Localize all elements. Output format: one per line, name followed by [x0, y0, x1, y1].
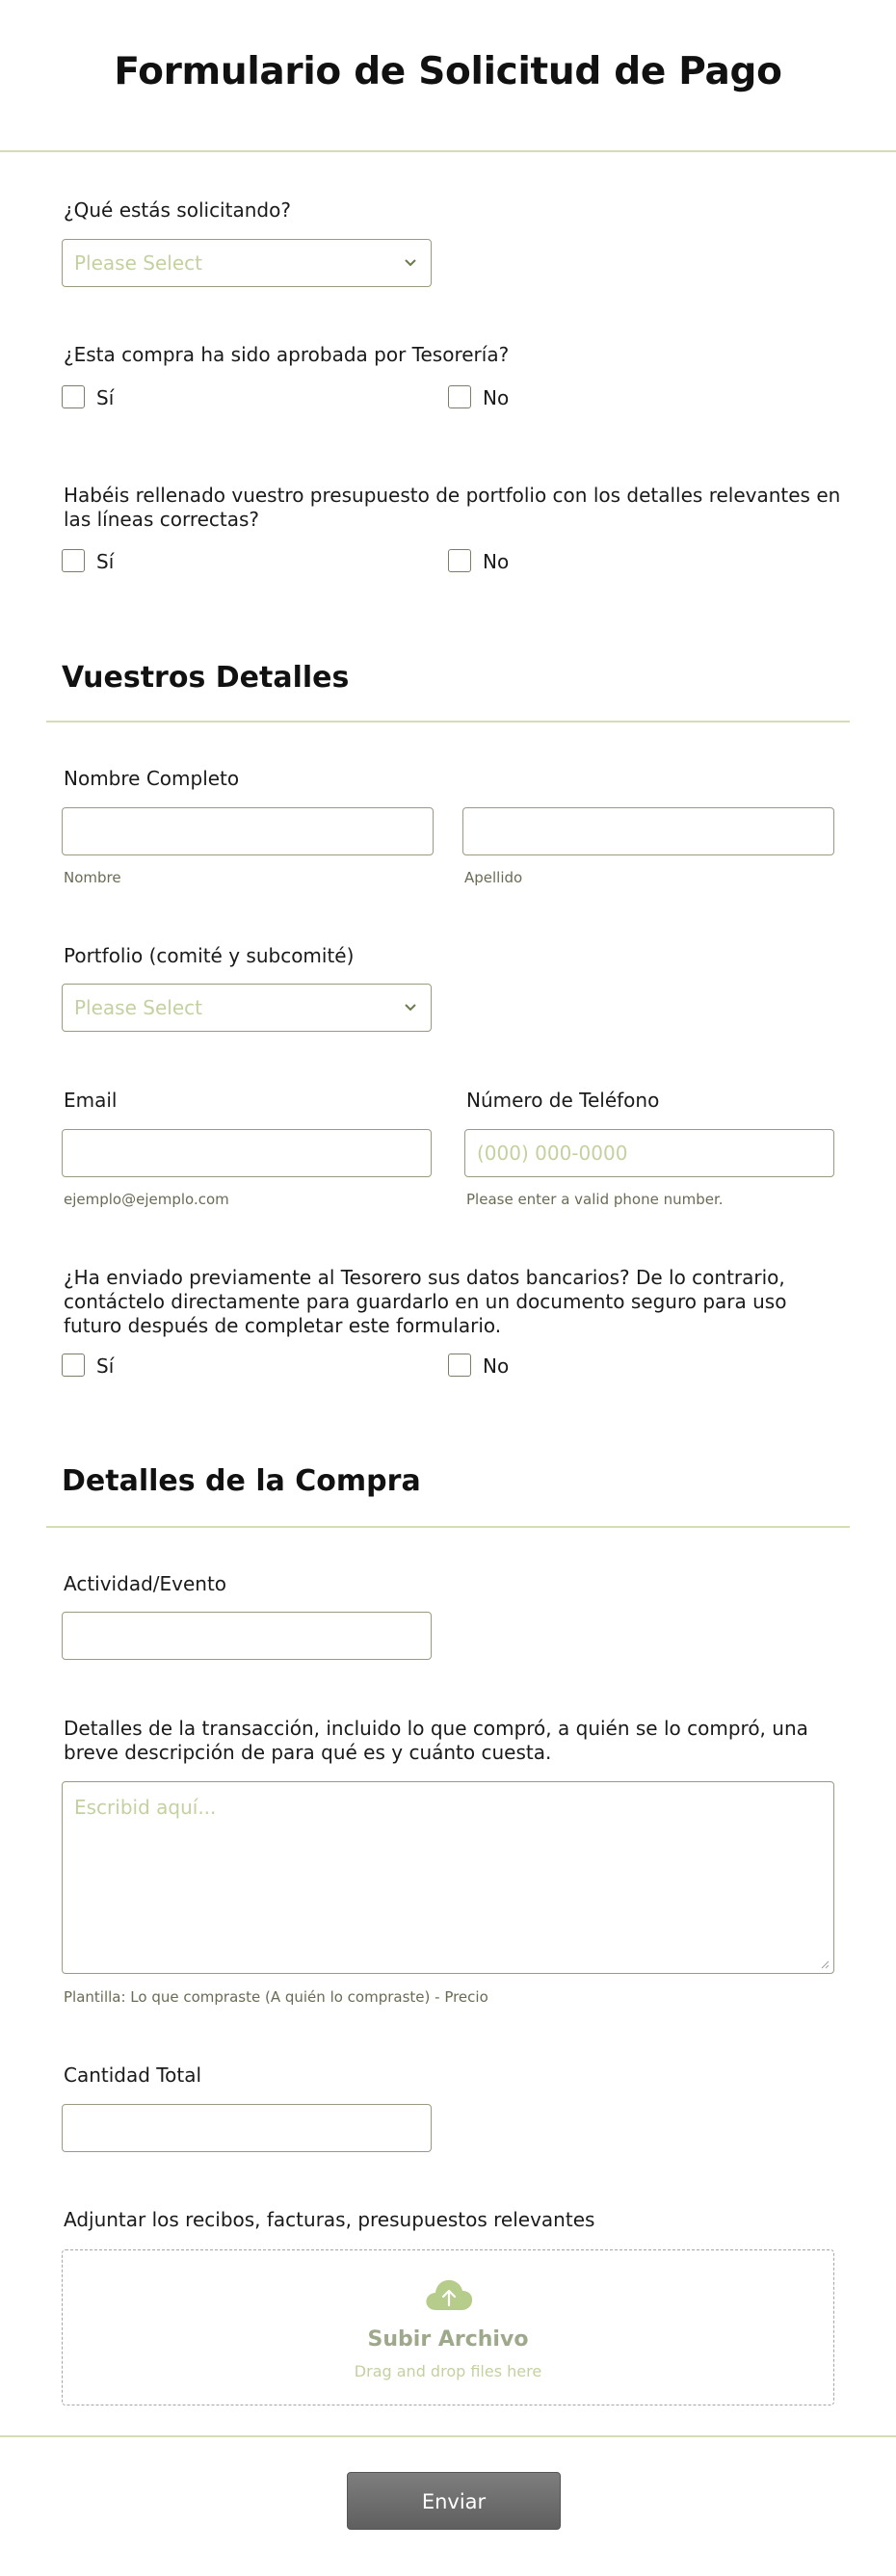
attachments-label: Adjuntar los recibos, facturas, presupuestos relevantes: [64, 2208, 595, 2231]
chevron-down-icon: [402, 998, 419, 1015]
footer-divider: [0, 2435, 896, 2437]
total-amount-input[interactable]: [62, 2104, 432, 2152]
last-name-input[interactable]: [462, 807, 834, 855]
bank-details-label: ¿Ha enviado previamente al Tesorero sus datos bancarios? De lo contrario, contáctelo directamente para guardarlo en un documento seguro para uso futuro después de completar este formulario.: [64, 1266, 787, 1337]
phone-sublabel: Please enter a valid phone number.: [466, 1191, 724, 1208]
bank-no-checkbox[interactable]: [448, 1354, 471, 1377]
transaction-details-placeholder: Escribid aquí...: [74, 1796, 217, 1819]
full-name-label: Nombre Completo: [64, 767, 240, 790]
treasury-approved-label: ¿Esta compra ha sido aprobada por Tesorería?: [64, 343, 510, 366]
first-name-input[interactable]: [62, 807, 434, 855]
chevron-down-icon: [402, 253, 419, 271]
bank-yes-checkbox[interactable]: [62, 1354, 85, 1377]
section-divider-details: [46, 721, 850, 723]
section-title-purchase: Detalles de la Compra: [62, 1464, 421, 1498]
treasury-no-checkbox[interactable]: [448, 385, 471, 408]
email-input[interactable]: [62, 1129, 432, 1177]
treasury-yes-checkbox[interactable]: [62, 385, 85, 408]
portfolio-placeholder: Please Select: [74, 996, 202, 1019]
last-name-sublabel: Apellido: [464, 869, 523, 886]
activity-label: Actividad/Evento: [64, 1572, 227, 1595]
upload-title: Subir Archivo: [367, 2327, 529, 2352]
budget-no-label: No: [483, 550, 510, 573]
transaction-details-label: Detalles de la transacción, incluido lo que compró, a quién se lo compró, una breve descripción de para qué es y cuánto cuesta.: [64, 1717, 808, 1764]
email-label: Email: [64, 1089, 118, 1112]
first-name-sublabel: Nombre: [64, 869, 121, 886]
file-upload-dropzone[interactable]: [62, 2249, 834, 2405]
phone-input[interactable]: [464, 1129, 834, 1177]
budget-yes-label: Sí: [96, 550, 115, 573]
upload-subtitle: Drag and drop files here: [354, 2362, 542, 2380]
cloud-upload-icon: [423, 2275, 475, 2314]
request-type-label: ¿Qué estás solicitando?: [64, 198, 291, 222]
phone-placeholder: (000) 000-0000: [477, 1142, 628, 1165]
transaction-details-sublabel: Plantilla: Lo que compraste (A quién lo compraste) - Precio: [64, 1988, 488, 2006]
portfolio-select[interactable]: [62, 984, 432, 1032]
treasury-yes-label: Sí: [96, 386, 115, 409]
page-title: Formulario de Solicitud de Pago: [114, 50, 782, 93]
transaction-details-textarea[interactable]: [62, 1781, 834, 1974]
resize-handle-icon[interactable]: [820, 1959, 830, 1969]
activity-input[interactable]: [62, 1612, 432, 1660]
bank-no-label: No: [483, 1354, 510, 1378]
request-type-placeholder: Please Select: [74, 251, 202, 275]
request-type-select[interactable]: [62, 239, 432, 287]
treasury-no-label: No: [483, 386, 510, 409]
bank-yes-label: Sí: [96, 1354, 115, 1378]
section-title-details: Vuestros Detalles: [62, 661, 350, 695]
phone-label: Número de Teléfono: [466, 1089, 660, 1112]
section-divider-purchase: [46, 1526, 850, 1528]
total-amount-label: Cantidad Total: [64, 2063, 202, 2087]
budget-no-checkbox[interactable]: [448, 549, 471, 572]
header-divider: [0, 150, 896, 152]
email-sublabel: ejemplo@ejemplo.com: [64, 1191, 229, 1208]
budget-yes-checkbox[interactable]: [62, 549, 85, 572]
submit-button[interactable]: Enviar: [347, 2472, 561, 2530]
budget-filled-label: Habéis rellenado vuestro presupuesto de portfolio con los detalles relevantes en las líneas correctas?: [64, 484, 841, 531]
portfolio-label: Portfolio (comité y subcomité): [64, 944, 355, 967]
